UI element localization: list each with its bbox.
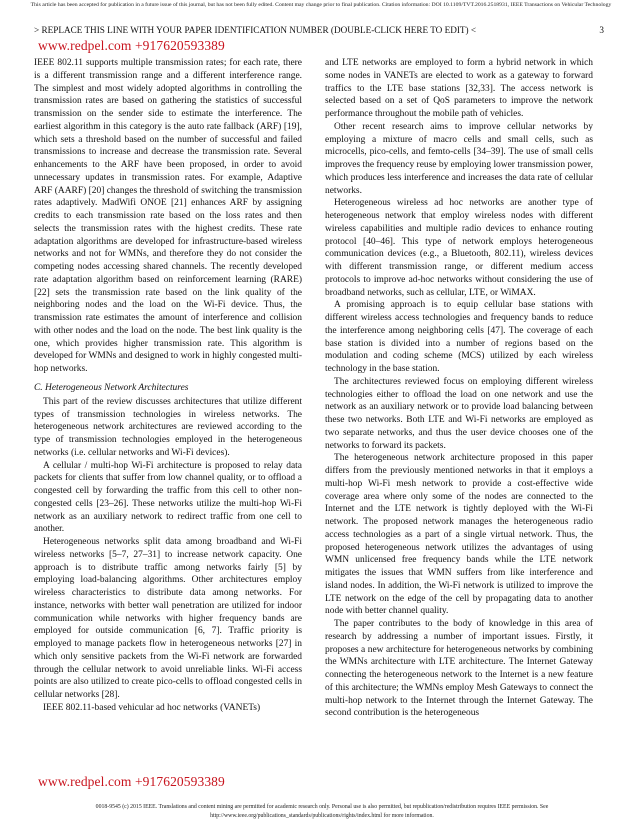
paragraph-right-2: Other recent research aims to improve cellular networks by employing a mixture of macro cells and small cells, such as microcells, pico-cells, and femto-cells [34–39]. The use of small cells improves the frequency reuse by employing lower transmission power, which produces less interference and increases the data rate of cellular networks. xyxy=(325,121,593,196)
paragraph-right-3: Heterogeneous wireless ad hoc networks are another type of heterogeneous network that employ wireless nodes with different wireless capabilities and multiple radio devices to enhance routing protocol [40–46]. This type of network employs heterogeneous communication devices (e.g., a Bluetooth, 802.11), wireless devices with different transmission range, or different medium access protocols to improve ad-hoc networks without considering the use of broadband networks, such as cellular, LTE, or WiMAX. xyxy=(325,198,593,298)
page-number: 3 xyxy=(599,25,604,35)
paragraph-left-4: Heterogeneous networks split data among broadband and Wi-Fi wireless networks [5–7, 27–31] to increase network capacity. One approach is to distribute traffic among networks fairly [5] by employing load-balancing algorithms. Other architectures employ wireless characteristics to distribute data among networks. For instance, networks with better wall penetration are utilized for indoor communication while networks with higher frequency bands are employed for outside communication [6, 7]. Traffic priority is employed to manage packets flow in heterogeneous networks [27] in which only sensitive packets from the Wi-Fi network are forwarded through the cellular network to avoid unreliable links. Wi-Fi access points are also utilized to create pico-cells to offload congested cells in cellular networks [28]. xyxy=(34,537,302,700)
copyright-footer: 0018-9545 (c) 2015 IEEE. Translations and content mining are permitted for academic research only. Personal use is also permitted, but republication/redistribution requires IEEE permission. See http://www.ieee.org/publications_standards/publications/rights/index.html for more information. xyxy=(95,804,549,819)
paragraph-right-1: and LTE networks are employed to form a hybrid network in which some nodes in VANETs are elected to work as a gateway to forward traffics to the LTE base stations [32,33]. The access network is selected based on a set of QoS parameters to improve the network performance throughout the mobile path of vehicles. xyxy=(325,58,593,119)
left-column xyxy=(34,57,302,715)
paragraph-right-4: A promising approach is to equip cellular base stations with different wireless access technologies and frequency bands to reduce the interference among neighboring cells [47]. The coverage of each base station is divided into a number of regions based on the modulation and coding scheme (MCS) utilized by each wireless technology in the base station. xyxy=(325,300,593,374)
paragraph-left-3: A cellular / multi-hop Wi-Fi architecture is proposed to relay data packets for clients that suffer from low channel quality, or to offload a congested cell by forwarding the traffic from this cell to other non-congested cells [23–26]. These networks utilize the multi-hop Wi-Fi network as an auxiliary network to redirect traffic from one cell to another. xyxy=(34,460,302,535)
right-column xyxy=(325,57,593,720)
publication-notice: This article has been accepted for publication in a future issue of this journal, but has not been fully edited. Content may change prior to final publication. Citation information: DOI 10.1109/TVT.2016.2518931, IEEE Transactions on Vehicular Technology xyxy=(30,2,612,8)
paragraph-right-7: The paper contributes to the body of knowledge in this area of research by addressing a number of important issues. Firstly, it proposes a new architecture for heterogeneous networks by combining the WMNs architecture with LTE architecture. The Internet Gateway connecting the heterogeneous network to the Internet is a new feature of this architecture; the WMNs employ Mesh Gateways to connect the multi-hop network to the Internet through the Internet Gateway. The second contribution is the heterogeneous xyxy=(325,619,593,719)
paragraph-right-5: The architectures reviewed focus on employing different wireless technologies either to offload the load on one network and use the network as an auxiliary network or to provide load balancing between these two networks. Both LTE and Wi-Fi networks are employed as two separate networks, and thus the user device chooses one of the networks to forward its packets. xyxy=(325,376,593,451)
running-title: > REPLACE THIS LINE WITH YOUR PAPER IDENTIFICATION NUMBER (DOUBLE-CLICK HERE TO EDIT) < xyxy=(34,25,477,35)
paragraph-left-5: IEEE 802.11-based vehicular ad hoc networks (VANETs) xyxy=(43,702,261,713)
section-heading: C. Heterogeneous Network Architectures xyxy=(34,382,189,393)
paragraph-right-6: The heterogeneous network architecture proposed in this paper differs from the previously mentioned networks in that it employs a multi-hop Wi-Fi mesh network to provide a cost-effective wide coverage area where only some of the nodes are connected to the Internet and the LTE network is tightly deployed with the Wi-Fi network. The proposed network manages the heterogeneous radio access technologies as a part of a single virtual network. Thus, the proposed heterogeneous network utilizes the advantages of using WMN unlicensed free frequency bands while the LTE network mitigates the issues that WMN suffers from like interference and island nodes. In addition, the Wi-Fi network is utilized to improve the LTE network on the edge of the cell by propagating data to another node with better channel quality. xyxy=(325,453,593,617)
watermark-top: www.redpel.com +917620593389 xyxy=(38,38,225,53)
paragraph-left-2: This part of the review discusses architectures that utilize different types of transmission technologies in wireless networks. The heterogeneous network architectures are reviewed according to the type of transmission technologies employed in the heterogeneous networks (i.e. cellular networks and Wi-Fi devices). xyxy=(34,396,302,458)
paragraph-left-1: IEEE 802.11 supports multiple transmission rates; for each rate, there is a different transmission range and a different interference range. The simplest and most widely adopted algorithms in controlling the transmission rates are based on gathering the statistics of successful transmission on the sender side to estimate the interference. The earliest algorithm in this category is the auto rate fallback (ARF) [19], which sets a threshold based on the number of successful and failed transmissions to increase and decrease the transmission rate. Several enhancements to the ARF have been proposed, in order to avoid unnecessary updates in transmission rates. For example, Adaptive ARF (AARF) [20] changes the threshold of switching the transmission rates adaptively. MadWifi ONOE [21] enhances ARF by assigning credits to each transmission rate based on the loss rates and then selects the transmission rates with the highest credits. These rate adaptation algorithms are developed for infrastructure-based wireless networks and not for WMNs, and therefore they do not consider the competing nodes accessing shared channels. The recently developed rate adaptation algorithm based on reinforcement learning (RARE) [22] sets the transmission rate based on the link quality of the neighboring nodes and the load on the Wi-Fi device. Thus, the transmission rate estimates the amount of interference and collision with other nodes and the load on the node. The best link quality is the one, which provides higher transmission rate. This algorithm is developed for WMNs and designed to work in highly congested multi-hop networks. xyxy=(34,58,302,374)
running-header xyxy=(34,25,604,36)
watermark-bottom: www.redpel.com +917620593389 xyxy=(38,774,225,789)
